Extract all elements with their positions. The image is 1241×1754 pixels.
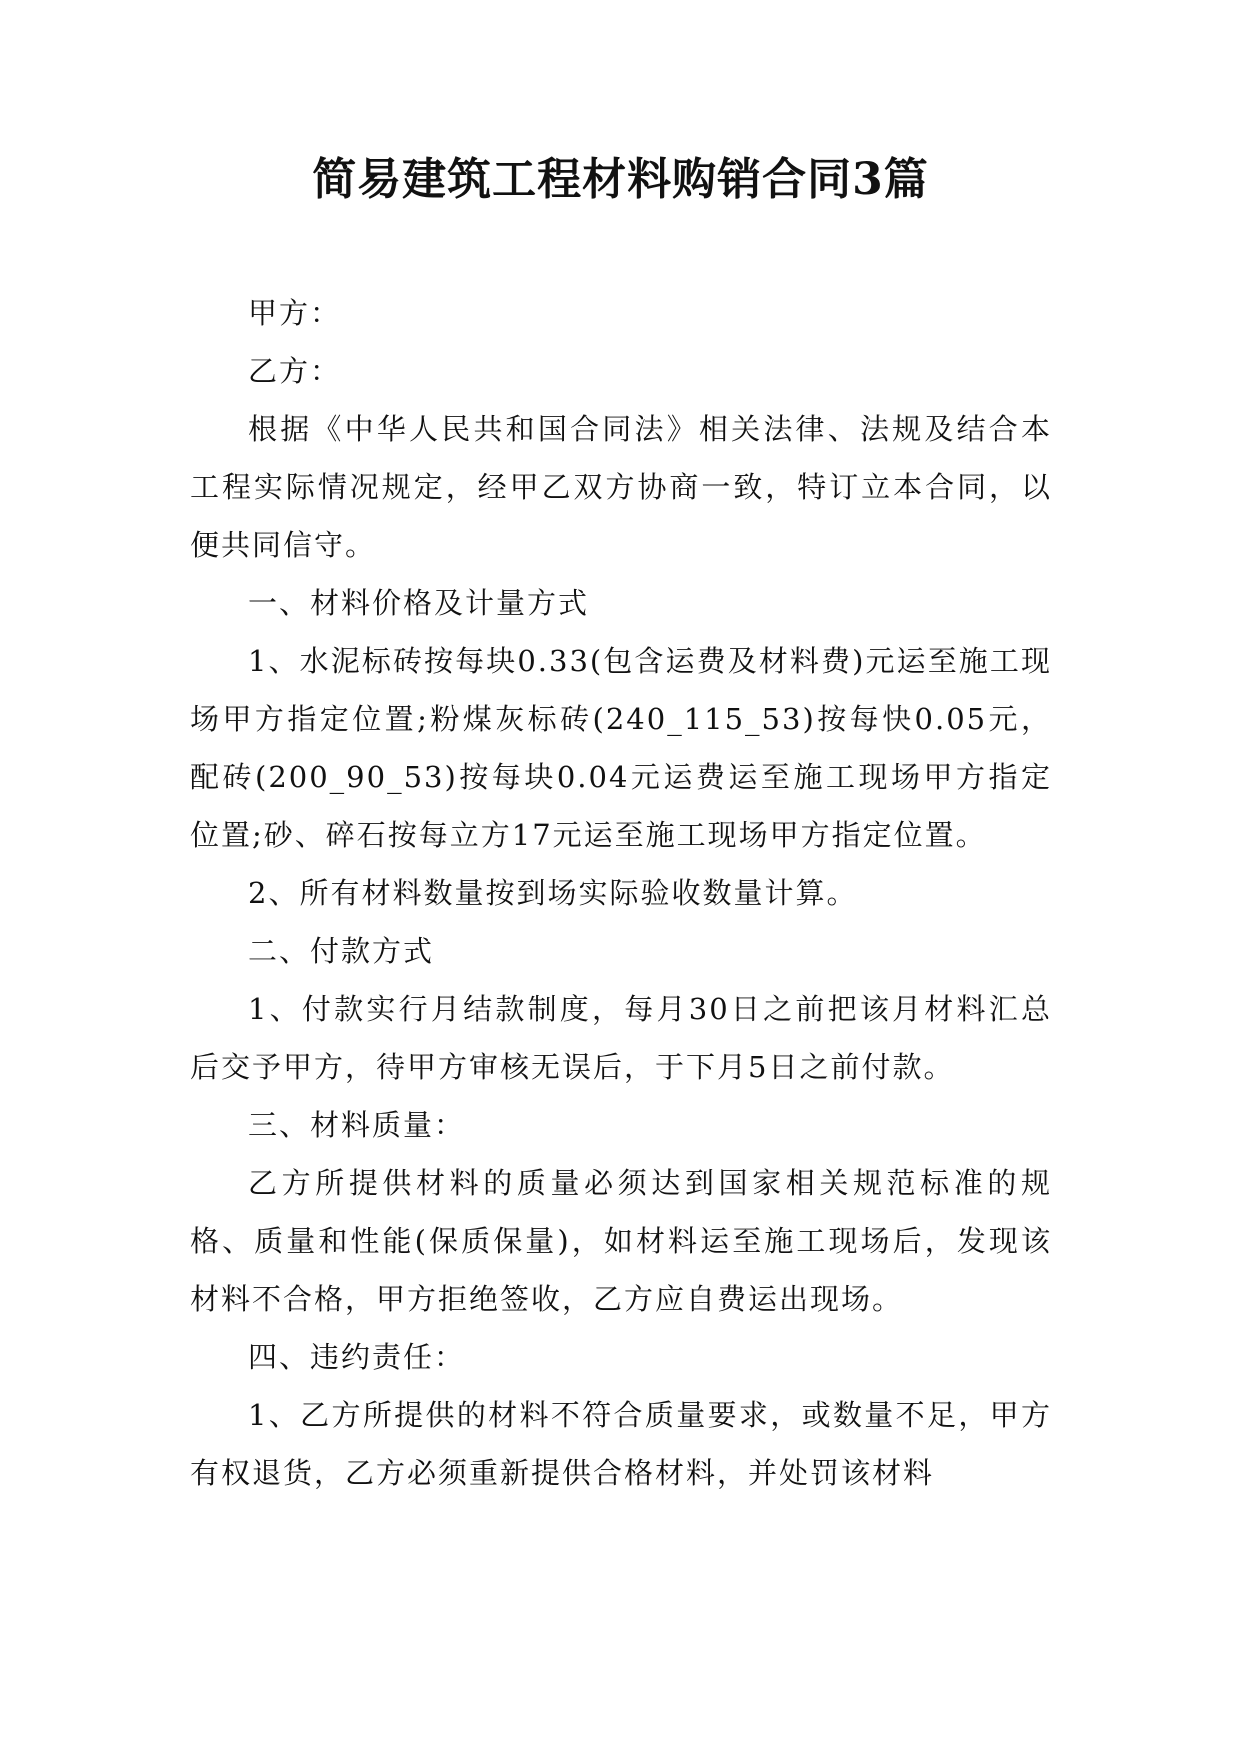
price-clause-2: 2、所有材料数量按到场实际验收数量计算。 — [248, 876, 858, 910]
price-clause-1: 1、水泥标砖按每块0.33(包含运费及材料费)元运至施工现场甲方指定位置;粉煤灰标砖(240_115_53)按每快0.05元，配砖(200_90_53)按每块0.04元运费运至施工现场甲方指定位置;砂、碎石按每立方17元运至施工现场甲方指定位置。 — [190, 644, 1052, 852]
party-a-line: 甲方： — [248, 296, 342, 330]
section-heading-price: 一、材料价格及计量方式 — [248, 586, 590, 620]
payment-clause-1: 1、付款实行月结款制度，每月30日之前把该月材料汇总后交予甲方，待甲方审核无误后，于下月5日之前付款。 — [190, 992, 1052, 1084]
section-heading-quality: 三、材料质量： — [248, 1108, 466, 1142]
document-title: 简易建筑工程材料购销合同3篇 — [312, 154, 929, 205]
section-heading-payment: 二、付款方式 — [248, 934, 435, 968]
liability-clause-1: 1、乙方所提供的材料不符合质量要求，或数量不足，甲方有权退货，乙方必须重新提供合格材料，并处罚该材料 — [190, 1398, 1052, 1490]
party-b-line: 乙方： — [248, 354, 342, 388]
preamble-paragraph: 根据《中华人民共和国合同法》相关法律、法规及结合本工程实际情况规定，经甲乙双方协商一致，特订立本合同，以便共同信守。 — [190, 412, 1052, 562]
document-body — [190, 284, 1052, 1502]
quality-clause: 乙方所提供材料的质量必须达到国家相关规范标准的规格、质量和性能(保质保量)，如材料运至施工现场后，发现该材料不合格，甲方拒绝签收，乙方应自费运出现场。 — [190, 1166, 1052, 1316]
section-heading-liability: 四、违约责任： — [248, 1340, 466, 1374]
